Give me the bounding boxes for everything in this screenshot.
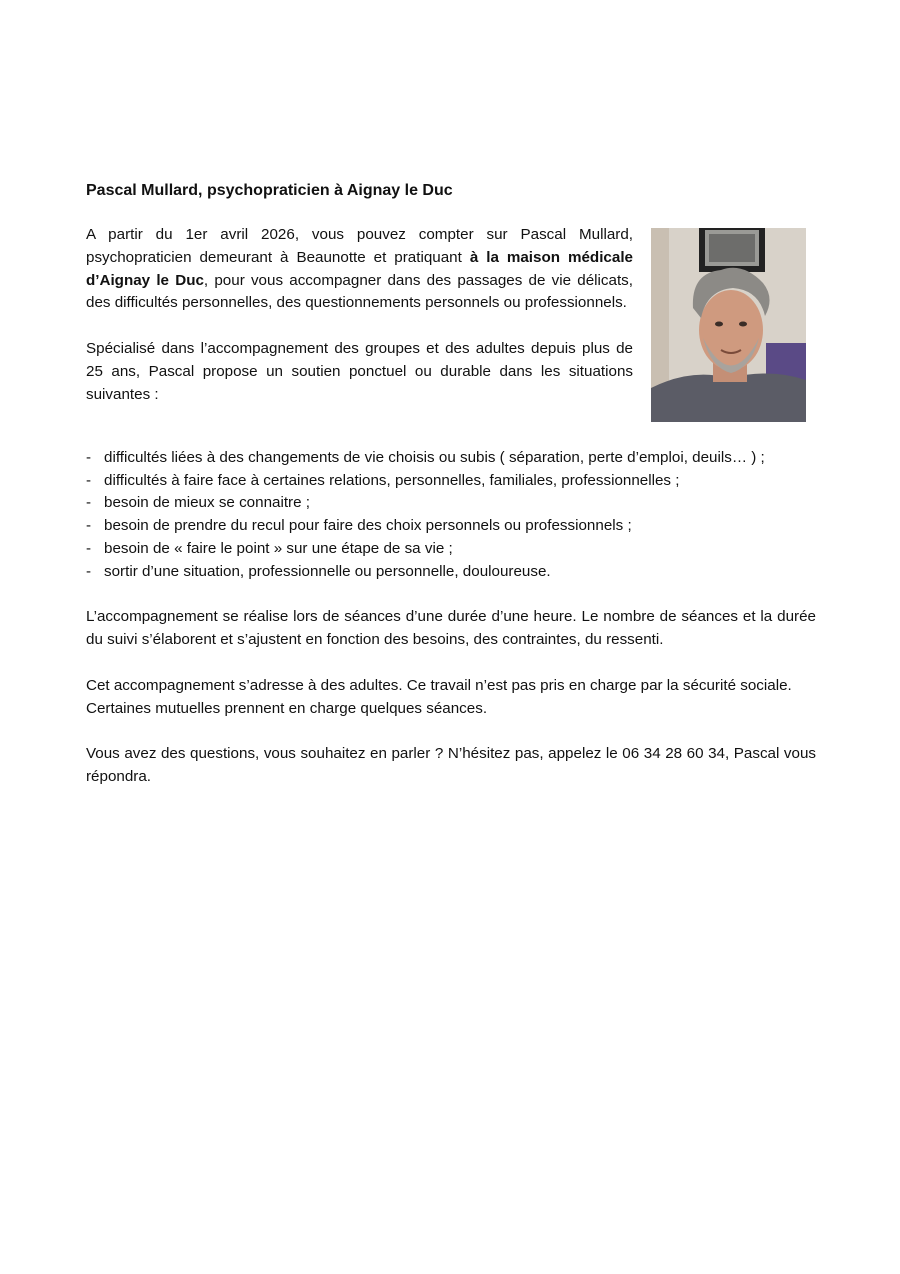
- bullet-dash: -: [86, 517, 92, 535]
- bullet-dash: -: [86, 539, 92, 557]
- list-item-text: sortir d’une situation, professionnelle ou personnelle, douloureuse.: [104, 562, 551, 580]
- list-item-text: besoin de mieux se connaitre ;: [104, 494, 310, 512]
- intro-bold-location: à la maison médicale d’Aignay le Duc: [86, 248, 633, 289]
- coverage-paragraph: Cet accompagnement s’adresse à des adultes. Ce travail n’est pas pris en charge par la sécurité sociale. Certaines mutuelles prennent en charge quelques séances.: [86, 676, 792, 717]
- document-title: Pascal Mullard, psychopraticien à Aignay le Duc: [86, 182, 453, 199]
- specialization-paragraph: Spécialisé dans l’accompagnement des groupes et des adultes depuis plus de 25 ans, Pascal propose un soutien ponctuel ou durable dans les situations suivantes :: [86, 339, 633, 403]
- intro-section: [86, 224, 816, 424]
- bullet-dash: -: [86, 471, 92, 489]
- intro-text-end: , pour vous accompagner dans des passages de vie délicats, des difficultés personnelles, des questionnements personnels ou professionnels.: [86, 271, 633, 312]
- list-item: [86, 470, 816, 493]
- bullet-dash: -: [86, 562, 92, 580]
- list-item-text: besoin de « faire le point » sur une étape de sa vie ;: [104, 539, 453, 557]
- list-item: [86, 492, 816, 515]
- list-item: [86, 538, 816, 561]
- contact-paragraph: Vous avez des questions, vous souhaitez en parler ? N’hésitez pas, appelez le 06 34 28 60 34, Pascal vous répondra.: [86, 745, 816, 785]
- list-item: [86, 515, 816, 538]
- list-item-text: difficultés à faire face à certaines relations, personnelles, familiales, professionnelles ;: [104, 471, 680, 489]
- list-item: [86, 561, 816, 584]
- document-page: [86, 180, 816, 789]
- sessions-paragraph: L’accompagnement se réalise lors de séances d’une durée d’une heure. Le nombre de séances et la durée du suivi s’élaborent et s’ajustent en fonction des besoins, des contraintes, du ressenti.: [86, 608, 816, 649]
- list-item-text: besoin de prendre du recul pour faire des choix personnels ou professionnels ;: [104, 517, 632, 535]
- list-item: [86, 447, 816, 470]
- closing-section: [86, 606, 816, 788]
- bullet-dash: -: [86, 494, 92, 512]
- situations-list: [86, 447, 816, 584]
- list-item-text: difficultés liées à des changements de vie choisis ou subis ( séparation, perte d’emploi, deuils… ) ;: [104, 448, 765, 466]
- intro-text-start: A partir du 1er avril 2026, vous pouvez compter sur Pascal Mullard, psychopraticien demeurant à Beaunotte et pratiquant: [86, 226, 633, 266]
- portrait-photo: [651, 228, 806, 422]
- bullet-dash: -: [86, 448, 92, 466]
